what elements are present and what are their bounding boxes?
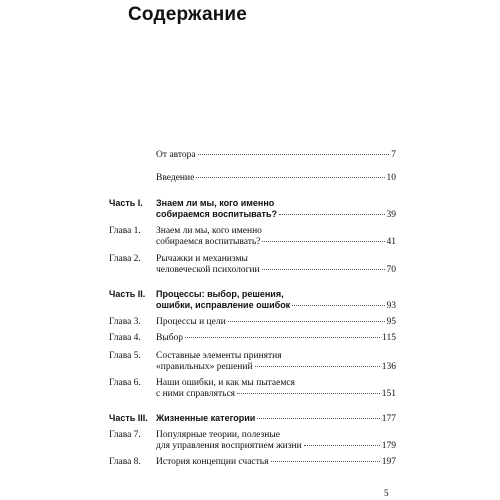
dot-leader xyxy=(304,445,380,446)
dot-leader xyxy=(196,177,384,178)
dot-leader xyxy=(228,321,385,322)
toc-entry-line xyxy=(109,265,396,276)
toc-entry-line xyxy=(109,333,396,344)
toc-entry-title xyxy=(156,351,396,362)
toc-entry-label: Глава 6. xyxy=(109,378,141,388)
dot-leader xyxy=(292,305,384,306)
toc-page-number: 39 xyxy=(386,210,396,220)
toc-part-line xyxy=(109,413,396,424)
toc-entry-title xyxy=(156,378,396,389)
toc-entry-line xyxy=(109,389,396,400)
toc-entry-text: Популярные теории, полезные xyxy=(156,430,280,440)
toc-entry-label: Глава 2. xyxy=(109,254,141,264)
toc-entry-title xyxy=(156,265,396,276)
toc-entry-line xyxy=(109,317,396,328)
toc-page-number: 197 xyxy=(381,457,396,467)
toc-entry-line xyxy=(109,362,396,373)
toc-entry-text: собираемся воспитывать? xyxy=(156,237,261,247)
toc-entry-title xyxy=(156,430,396,441)
toc-entry-title xyxy=(156,173,396,184)
toc-entry-label: Глава 1. xyxy=(109,226,141,236)
toc-part-line xyxy=(109,289,396,300)
toc-entry-text: Процессы: выбор, решения, xyxy=(156,289,284,299)
toc-entry-label: Глава 8. xyxy=(109,457,141,467)
toc-part-line xyxy=(109,198,396,209)
toc-entry-title xyxy=(156,457,396,468)
toc-entry-text: Знаем ли мы, кого именно xyxy=(156,226,262,236)
toc-page-number: 10 xyxy=(386,173,396,183)
dot-leader xyxy=(257,418,379,419)
toc-entry-title xyxy=(156,198,396,209)
toc-entry-label: Глава 4. xyxy=(109,333,141,343)
toc-entry-line xyxy=(109,173,396,184)
toc-entry-line xyxy=(109,457,396,468)
toc-entry-text: для управления восприятием жизни xyxy=(156,441,302,451)
toc-page-number: 136 xyxy=(381,362,396,372)
toc-entry-title xyxy=(156,254,396,265)
dot-leader xyxy=(237,393,380,394)
toc-entry-text: «правильных» решений xyxy=(156,362,253,372)
toc-entry-text: человеческой психологии xyxy=(156,265,260,275)
page-number: 5 xyxy=(384,488,389,498)
toc-entry-line xyxy=(109,237,396,248)
toc-entry-line xyxy=(109,441,396,452)
toc-entry-text: Введение xyxy=(156,173,195,183)
dot-leader xyxy=(262,241,384,242)
toc-entry-title xyxy=(156,226,396,237)
page-title: Содержание xyxy=(128,4,248,25)
dot-leader xyxy=(198,154,390,155)
toc-page-number: 179 xyxy=(381,441,396,451)
toc-entry-title xyxy=(156,317,396,328)
toc-entry-label: Часть III. xyxy=(109,413,148,423)
toc-entry-text: с ними справляться xyxy=(156,389,236,399)
toc-part-line xyxy=(109,209,396,220)
toc-entry-title xyxy=(156,237,396,248)
toc-entry-line xyxy=(109,254,396,265)
toc-entry-text: Рычажки и механизмы xyxy=(156,254,248,264)
toc-entry-label: Глава 7. xyxy=(109,430,141,440)
toc-entry-title xyxy=(156,441,396,452)
toc-entry-title xyxy=(156,333,396,344)
toc-part-line xyxy=(109,300,396,311)
toc-entry-text: Составные элементы принятия xyxy=(156,351,282,361)
toc-page-number: 41 xyxy=(386,237,396,247)
toc-page-number: 93 xyxy=(386,301,396,311)
toc-entry-label: Часть II. xyxy=(109,289,146,299)
toc-entry-line xyxy=(109,351,396,362)
toc-page-number: 115 xyxy=(382,333,396,343)
toc-entry-text: ошибки, исправление ошибок xyxy=(156,300,291,310)
toc-entry-label: Часть I. xyxy=(109,198,143,208)
toc-entry-title xyxy=(156,300,396,312)
dot-leader xyxy=(185,337,380,338)
dot-leader xyxy=(271,461,380,462)
toc-entry-text: Наши ошибки, и как мы пытаемся xyxy=(156,378,295,388)
toc-entry-label: Глава 3. xyxy=(109,317,141,327)
toc-page-number: 177 xyxy=(381,414,396,424)
toc-entry-title xyxy=(156,209,396,221)
toc-entry-line xyxy=(109,430,396,441)
toc-page-number: 95 xyxy=(386,317,396,327)
toc-entry-title xyxy=(156,289,396,300)
toc-entry-line xyxy=(109,150,396,161)
toc-entry-text: От автора xyxy=(156,150,196,160)
toc-entry-title xyxy=(156,150,396,161)
toc-entry-text: Знаем ли мы, кого именно xyxy=(156,198,275,208)
toc-entry-text: Жизненные категории xyxy=(156,413,256,423)
toc-entry-text: История концепции счастья xyxy=(156,457,269,467)
dot-leader xyxy=(255,366,380,367)
toc-page-number: 70 xyxy=(386,265,396,275)
toc-page-number: 151 xyxy=(381,389,396,399)
toc-entry-text: Выбор xyxy=(156,333,184,343)
toc-entry-title xyxy=(156,413,396,425)
dot-leader xyxy=(262,269,385,270)
toc-entry-title xyxy=(156,362,396,373)
dot-leader xyxy=(279,214,385,215)
toc-entry-line xyxy=(109,226,396,237)
toc-entry-title xyxy=(156,389,396,400)
toc-entry-text: собираемся воспитывать? xyxy=(156,209,277,219)
toc-entry-text: Процессы и цели xyxy=(156,317,226,327)
toc-entry-label: Глава 5. xyxy=(109,351,141,361)
toc-entry-line xyxy=(109,378,396,389)
toc-page-number: 7 xyxy=(391,150,396,160)
